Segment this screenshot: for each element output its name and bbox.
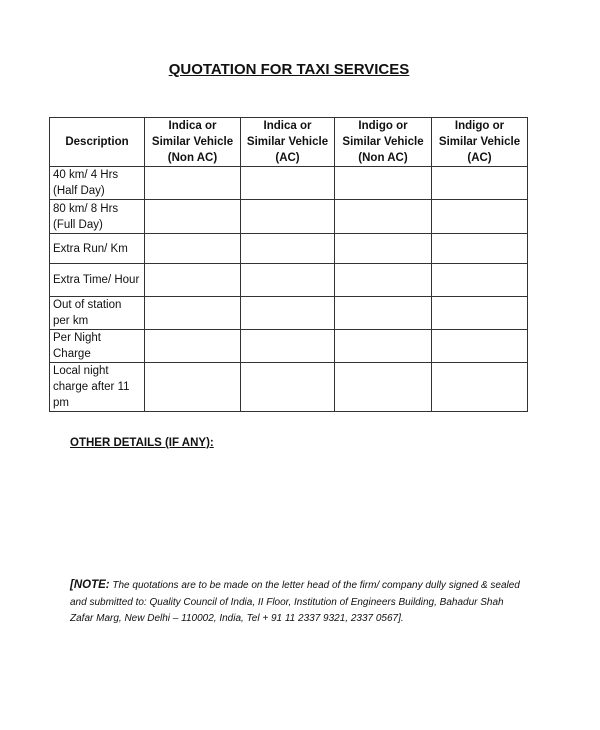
quotation-table: [49, 117, 528, 412]
table-row: [50, 167, 528, 200]
price-cell: [241, 330, 335, 363]
price-cell: [145, 330, 241, 363]
price-cell: [432, 264, 528, 297]
price-cell: [432, 234, 528, 264]
table-row: [50, 234, 528, 264]
price-cell: [145, 234, 241, 264]
price-cell: [335, 363, 432, 412]
column-header: Indica or Similar Vehicle (AC): [241, 118, 335, 167]
price-cell: [432, 330, 528, 363]
price-cell: [335, 200, 432, 234]
column-header: Indica or Similar Vehicle (Non AC): [145, 118, 241, 167]
row-description: Per Night Charge: [50, 330, 145, 363]
table-row: [50, 297, 528, 330]
price-cell: [145, 200, 241, 234]
row-description: 40 km/ 4 Hrs (Half Day): [50, 167, 145, 200]
table-row: [50, 330, 528, 363]
price-cell: [145, 264, 241, 297]
row-description: 80 km/ 8 Hrs (Full Day): [50, 200, 145, 234]
row-description: Extra Run/ Km: [50, 234, 145, 264]
price-cell: [145, 297, 241, 330]
price-cell: [241, 167, 335, 200]
note-text: The quotations are to be made on the letter head of the firm/ company dully signed & sealed and submitted to: Quality Council of India, II Floor, Institution of Engineers Building, Bahadur Shah Zafar Marg, New Delhi – 110002, India, Tel + 91 11 2337 9321, 2337 0567].: [70, 580, 520, 624]
price-cell: [241, 234, 335, 264]
price-cell: [335, 330, 432, 363]
table-row: [50, 363, 528, 412]
price-cell: [432, 297, 528, 330]
note: [70, 577, 520, 628]
price-cell: [432, 200, 528, 234]
row-description: Extra Time/ Hour: [50, 264, 145, 297]
table-row: [50, 200, 528, 234]
page-title: QUOTATION FOR TAXI SERVICES: [168, 61, 410, 78]
price-cell: [335, 167, 432, 200]
table-header-row: [50, 118, 528, 167]
other-details-heading: OTHER DETAILS (IF ANY):: [70, 437, 214, 449]
row-description: Out of station per km: [50, 297, 145, 330]
price-cell: [335, 234, 432, 264]
column-header: Indigo or Similar Vehicle (Non AC): [335, 118, 432, 167]
price-cell: [241, 264, 335, 297]
note-label: [NOTE:: [70, 579, 110, 591]
price-cell: [145, 167, 241, 200]
price-cell: [241, 363, 335, 412]
price-cell: [335, 297, 432, 330]
column-header: Description: [50, 118, 145, 167]
price-cell: [145, 363, 241, 412]
column-header: Indigo or Similar Vehicle (AC): [432, 118, 528, 167]
price-cell: [432, 363, 528, 412]
price-cell: [241, 297, 335, 330]
table-row: [50, 264, 528, 297]
row-description: Local night charge after 11 pm: [50, 363, 145, 412]
price-cell: [241, 200, 335, 234]
price-cell: [432, 167, 528, 200]
price-cell: [335, 264, 432, 297]
